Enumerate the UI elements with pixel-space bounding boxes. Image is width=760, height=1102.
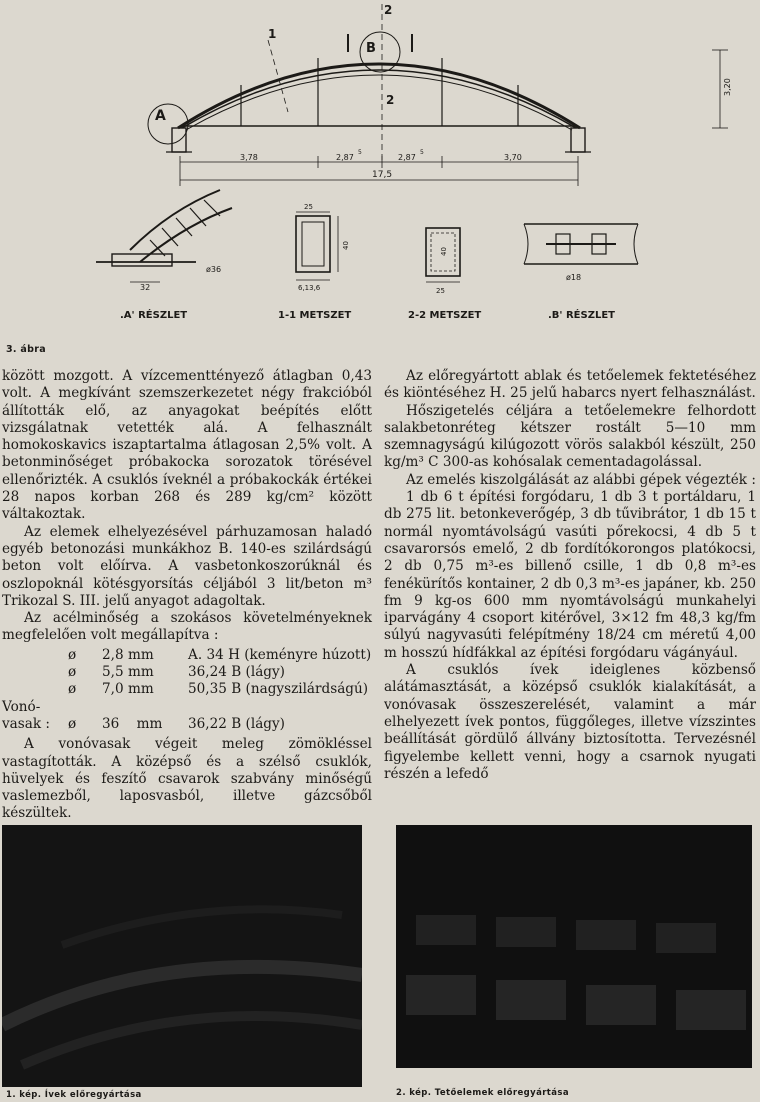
left-paragraph-2: Az elemek elhelyezésével párhuzamosan haladó egyéb betonozási munkákhoz B. 140-es szilárdságú beton volt előírva. A vasbetonkoszorúknál és oszlopoknál kötésgyorsítás céljából 3 lit/beton m³ Trikozal S. III. jelű anyagot adagoltak. bbox=[2, 523, 372, 609]
structural-drawing bbox=[0, 0, 760, 340]
dim-d3-sup: 5 bbox=[420, 149, 424, 156]
right-paragraph-1: Az előregyártott ablak és tetőelemek fektetéséhez és kiöntéséhez H. 25 jelű habarcs nyert felhasználást. bbox=[384, 368, 756, 402]
spec-row-tie-rod bbox=[2, 699, 372, 734]
label-section-2: 2-2 METSZET bbox=[408, 310, 482, 321]
tie-rod-label-line-2: vasak : bbox=[2, 715, 51, 732]
spec-grade: 36,22 B (lágy) bbox=[188, 715, 285, 732]
dim-d3: 2,87 bbox=[398, 153, 416, 162]
spec-diameter-symbol: ø bbox=[68, 681, 77, 698]
spec-label bbox=[2, 647, 68, 664]
label-sec-2-mid: 2 bbox=[386, 93, 395, 107]
arch-elevation bbox=[148, 4, 728, 186]
spec-grade: 50,35 B (nagyszilárdságú) bbox=[188, 681, 369, 698]
label-detail-b: .B' RÉSZLET bbox=[548, 310, 615, 321]
tie-rod-label-line-1: Vonó- bbox=[2, 698, 41, 715]
photo-caption-1: 1. kép. Ívek előregyártása bbox=[6, 1090, 142, 1100]
dim-s2-height: 40 bbox=[440, 247, 448, 256]
dim-d2: 2,87 bbox=[336, 153, 354, 162]
dim-total: 17,5 bbox=[372, 170, 393, 180]
label-sec-2-top: 2 bbox=[384, 3, 393, 17]
right-paragraph-3: Az emelés kiszolgálását az alábbi gépek végezték : bbox=[406, 471, 756, 488]
photo-arch-prefabrication bbox=[2, 825, 362, 1087]
dim-d4: 3,70 bbox=[504, 153, 522, 162]
dim-s1-width: 6,13,6 bbox=[298, 284, 321, 292]
spec-grade: A. 34 H (keményre húzott) bbox=[188, 646, 372, 663]
label-sec-1: 1 bbox=[268, 27, 277, 41]
spec-label bbox=[2, 664, 68, 681]
left-column bbox=[2, 368, 372, 823]
right-paragraph-4: 1 db 6 t építési forgódaru, 1 db 3 t portáldaru, 1 db 275 lit. betonkeverőgép, 3 db tűvibrátor, 1 db 15 t normál nyomtávolságú vasúti pőrekocsi, 4 db 5 t csavarorsós emelő, 2 db fordítókorongos platókocsi, 2 db 0,75 m³-es billenő csille, 1 db 0,8 m³-es fenékürítős kontainer, 2 db 0,3 m³-es japáner, kb. 250 fm 9 kg-os 600 mm nyomtávolságú munkahelyi iparvágány 4 csoport kitérővel, 3×12 fm 48,3 kg/fm súlyú nagyvasúti felépítmény 18/24 cm méretű 4,00 m hosszú hídfákkal az építési forgódaru vágányául. bbox=[384, 489, 756, 661]
spec-row bbox=[2, 647, 372, 664]
spec-diameter: 2,8 mm bbox=[102, 646, 154, 663]
dim-a-dia: ø36 bbox=[206, 265, 222, 274]
spec-grade: 36,24 B (lágy) bbox=[188, 664, 285, 681]
steel-spec-list bbox=[2, 647, 372, 733]
spec-diameter-symbol: ø bbox=[68, 715, 77, 732]
dim-s2-width: 25 bbox=[436, 287, 445, 295]
dim-d2-sup: 5 bbox=[358, 149, 362, 156]
photo-caption-2: 2. kép. Tetőelemek előregyártása bbox=[396, 1088, 570, 1098]
dim-height: 3,20 bbox=[723, 78, 732, 96]
spec-diameter-symbol: ø bbox=[68, 646, 77, 663]
label-point-a: A bbox=[155, 108, 166, 124]
label-point-b: B bbox=[366, 41, 376, 56]
spec-diameter-symbol: ø bbox=[68, 664, 77, 681]
label-detail-a: .A' RÉSZLET bbox=[120, 310, 188, 321]
left-paragraph-4: A vonóvasak végeit meleg zömökléssel vastagították. A középső és a szélső csuklók, hüvelyek és feszítő csavarok szabvány minőségű vaslemezből, laposvasból, illetve gázcsőből készültek. bbox=[2, 736, 372, 822]
spec-label-tie-rod bbox=[2, 699, 68, 734]
dim-s1-total: 40 bbox=[342, 241, 350, 250]
left-paragraph-1: között mozgott. A vízcementtényező átlagban 0,43 volt. A megkívánt szemszerkezetet négy frakcióból állították elő, az anyagokat beépítés előtt vizsgálatnak vetették alá. A felhasznált homokoskavics iszaptartalma átlagosan 2,5% volt. A betonminőséget próbakocka sorozatok törésével ellenőrizték. A csuklós íveknél a próbakockák értékei 28 napos korban 268 és 289 kg/cm² között váltakoztak. bbox=[2, 368, 372, 523]
section-1-sketch bbox=[296, 212, 338, 280]
spec-diameter: 5,5 mm bbox=[102, 664, 154, 681]
spec-label bbox=[2, 681, 68, 698]
spec-row bbox=[2, 664, 372, 681]
left-paragraph-3: Az acélminőség a szokásos követelményeknek megfelelően volt megállapítva : bbox=[2, 610, 372, 644]
dim-s1-top: 25 bbox=[304, 203, 313, 211]
label-section-1: 1-1 METSZET bbox=[278, 310, 352, 321]
figure-caption: 3. ábra bbox=[6, 344, 46, 355]
dim-d1: 3,78 bbox=[240, 153, 258, 162]
right-column bbox=[384, 368, 756, 783]
spec-diameter: 7,0 mm bbox=[102, 681, 154, 698]
spec-diameter: 36 mm bbox=[102, 715, 163, 732]
dim-b-dia: ø18 bbox=[566, 273, 582, 282]
right-paragraph-5: A csuklós ívek ideiglenes közbenső alátámasztását, a középső csuklók kialakítását, a vonóvasak összeszerelését, valamint a már elhelyezett ívek pontos, függőleges, illetve vízszintes beállítását gördülő állvány biztosította. Tervezésnél figyelembe kellett venni, hogy a csarnok nyugati részén a lefedő bbox=[384, 662, 756, 782]
right-paragraph-2: Hőszigetelés céljára a tetőelemekre felhordott salakbetonréteg kétszer rostált 5—10 mm szemnagyságú kilúgozott vörös salakból készült, 250 kg/m³ C 300-as kohósalak cementadagolással. bbox=[384, 402, 756, 471]
detail-b-sketch bbox=[524, 224, 638, 264]
spec-row bbox=[2, 681, 372, 698]
photo-roof-element-prefabrication bbox=[396, 825, 752, 1068]
dim-a-width: 32 bbox=[140, 283, 151, 292]
